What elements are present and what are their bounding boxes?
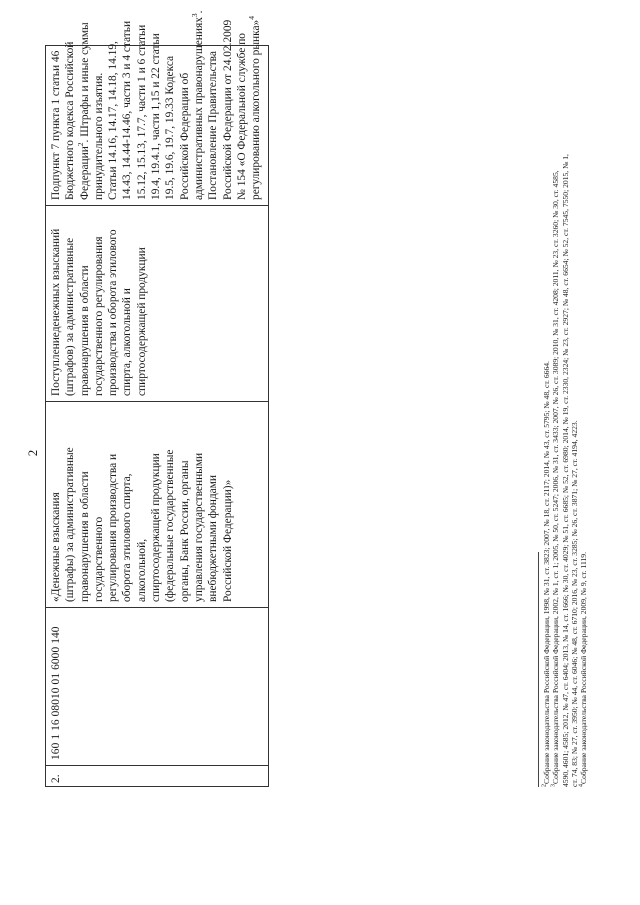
text-line-body: регулированию алкогольного рынка» (250, 19, 263, 200)
text-line-body: Федерации (78, 146, 91, 200)
text-line: государственного (92, 516, 105, 602)
row-number: 2. (50, 774, 62, 783)
text-line: производства и оборота этилового (107, 229, 120, 396)
text-line (49, 50, 63, 200)
text-line (120, 20, 134, 200)
code-name-cell (46, 402, 269, 608)
text-line (221, 19, 235, 200)
text-line (235, 33, 249, 200)
text-line: (федеральные государственные (164, 449, 177, 602)
text-line-body: 14.43, 14.44-14.46, части 3 и 4 статьи (121, 20, 134, 200)
footnote-line (561, 27, 570, 787)
footnote-text: Собрание законодательства Российской Федерации, 1998, № 31, ст. 3823; 2007, № 18, ст. 2117; 2014, № 43, ст. 5795; № 48, ст. 6664. (542, 361, 551, 784)
text-line: правонарушения в области (78, 265, 91, 396)
text-line: государственного регулирования (92, 236, 105, 396)
income-type-cell (46, 206, 269, 402)
footnote-mark: 4 (578, 784, 585, 787)
footnote-line (542, 27, 551, 787)
footnote-text: 4590, 4601; 4585; 2012, № 47, ст. 6404; 2013, № 14, ст. 1666; № 30, ст. 4029; № 51, ст. 6685; № 52, ст. 6980; 2014, № 19, ст. 2330, 2324; № 23, ст. 2927; № 48, ст. 6654; № 52, ст. 7545, 7550; 2015, № 1, (560, 154, 570, 787)
text-line: Поступлениеденежных взысканий (50, 228, 62, 396)
text-line (63, 41, 77, 200)
footnote-line (570, 27, 579, 787)
text-line: (штрафы) за административные (64, 447, 77, 602)
text-line-tail: . Штрафы и иные суммы (78, 22, 91, 143)
text-line-body: принудительного изъятия. (92, 72, 105, 200)
text-line-body: Статьи 14.16, 14.17, 14.18, 14.19, (107, 41, 120, 200)
text-line-body: административных правонарушениях (192, 17, 205, 200)
text-line: спиртосодержащей продукции (150, 453, 163, 602)
budget-classification-code: 160 1 16 08010 01 6000 140 (50, 626, 62, 760)
text-line-body: Подпункт 7 пункта 1 статьи 46 (50, 50, 62, 200)
footnotes (542, 27, 588, 787)
footnote-mark: 2 (541, 784, 548, 787)
text-line (178, 50, 192, 200)
table-row (46, 46, 269, 787)
footnote-text: Собрание законодательства Российской Федерации, 2002, № 1, ст. 1; 2005, № 50, ст. 5247; 2006, № 31, ст. 3433; 2007, № 26, ст. 3089; 2010, № 31, ст. 4208; 2011, № 23, ст. 3260; № 30, ст. 4585, (551, 170, 561, 784)
footnote-text: ст. 74, 83; № 27, ст. 3950; № 44, ст. 6046; № 48, ст. 6710; 2016, № 23, ст. 3285; № 26, ст. 3871; № 27, ст. 4194, 4223. (569, 420, 579, 787)
text-line: правонарушения в области (78, 471, 91, 602)
text-line-body: Постановление Правительства (207, 51, 220, 200)
row-number-cell (46, 766, 269, 787)
text-line: «Денежные взыскания (50, 492, 62, 602)
legal-basis-cell (46, 10, 269, 206)
footnote-text: Собрание законодательства Российской Федерации, 2009, № 9, ст. 1119. (579, 552, 589, 784)
text-line: Российской Федерации)» (221, 479, 234, 602)
text-line: (штрафов) за административные (64, 237, 77, 396)
footnote-mark: 3 (550, 784, 557, 787)
footnote-reference: 3 (190, 13, 200, 18)
text-line (247, 16, 263, 200)
footnote-line (579, 27, 588, 787)
text-line: органы, Банк России, органы (178, 460, 191, 602)
footnote-reference: 4 (247, 16, 257, 20)
text-line: внебюджетными фондами (207, 474, 220, 602)
text-line (190, 10, 206, 200)
footnote-reference: 2 (75, 142, 85, 147)
footnote-separator (538, 552, 539, 787)
text-line-body: Бюджетного кодекса Российской (64, 41, 77, 200)
page-number: 2 (25, 449, 40, 457)
text-line-body: Российской Федерации от 24.02.2009 (221, 19, 234, 200)
legal-basis-text (49, 10, 263, 200)
text-line (106, 41, 120, 200)
code-name-text (49, 406, 235, 602)
text-line: алкогольной, (135, 538, 148, 602)
budget-code-cell (46, 608, 269, 766)
text-line: спирта, алкогольной и (121, 288, 134, 396)
footnote-line (551, 27, 560, 787)
text-line: спиртосодержащей продукции (135, 247, 148, 396)
income-type-text (49, 210, 149, 396)
text-line (149, 33, 163, 200)
income-codes-table (45, 10, 269, 787)
text-line (75, 22, 92, 200)
text-line: оборота этилового спирта, (121, 473, 134, 602)
text-line-body: 15.12, 15.13, 17.7, части 1 и 6 статьи (135, 24, 148, 200)
text-line (92, 50, 106, 200)
text-line-tail: . (192, 10, 205, 14)
text-line: управления государственными (192, 452, 205, 602)
text-line (135, 24, 149, 200)
text-line-body: № 154 «О Федеральной службе по (235, 33, 248, 200)
text-line: регулирования производства и (107, 453, 120, 602)
text-line (206, 50, 220, 200)
text-line-body: 19.5, 19.6, 19.7, 19.33 Кодекса (164, 55, 177, 200)
text-line (163, 50, 177, 200)
text-line-body: Российской Федерации об (178, 72, 191, 200)
text-line-body: 19.4, 19.4.1, части 1,15 и 22 статьи (150, 33, 163, 200)
